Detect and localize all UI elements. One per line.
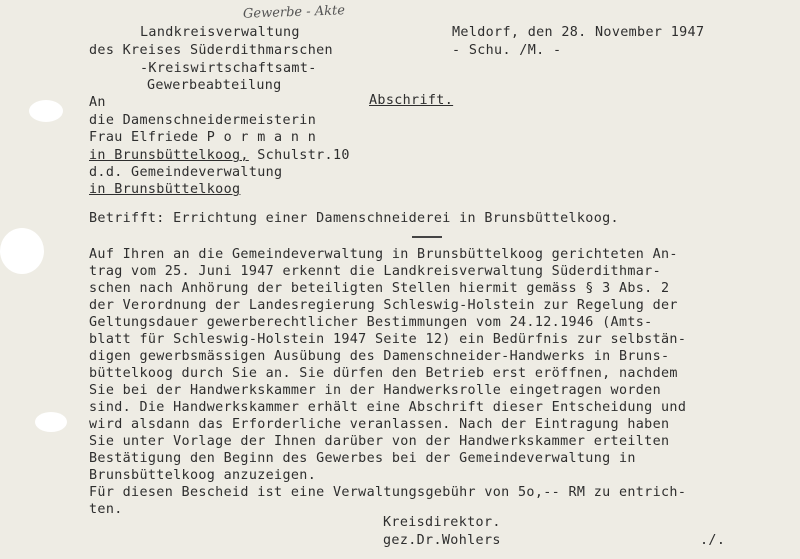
punch-hole-bottom (35, 412, 67, 432)
body-line: Brunsbüttelkoog anzuzeigen. (89, 468, 317, 483)
punch-hole-top (29, 100, 63, 122)
recipient-to: An (89, 95, 106, 110)
sender-line-4: Gewerbeabteilung (147, 78, 282, 93)
separator-dash (412, 236, 442, 238)
recipient-city: in Brunsbüttelkoog, (89, 148, 249, 163)
body-line: blatt für Schleswig-Holstein 1947 Seite 12) ein Bedürfnis zur selbstän- (89, 332, 687, 347)
body-line: trag vom 25. Juni 1947 erkennt die Landkreisverwaltung Süderdithmar- (89, 264, 662, 279)
sender-line-1: Landkreisverwaltung (140, 25, 300, 40)
sender-line-3: -Kreiswirtschaftsamt- (140, 61, 317, 76)
recipient-street: Schulstr.10 (248, 148, 350, 163)
body-line: Geltungsdauer gewerberechtlicher Bestimmungen vom 24.12.1946 (Amts- (89, 315, 653, 330)
body-line: Auf Ihren an die Gemeindeverwaltung in Brunsbüttelkoog gerichteten An- (89, 247, 678, 262)
recipient-line-4: d.d. Gemeindeverwaltung (89, 165, 283, 180)
body-line: büttelkoog durch Sie an. Sie dürfen den Betrieb erst eröffnen, nachdem (89, 366, 678, 381)
recipient-line-3 (89, 147, 350, 164)
handwritten-note: Gewerbe - Akte (242, 3, 346, 22)
recipient-line-1: die Damenschneidermeisterin (89, 113, 317, 128)
recipient-name: Frau Elfriede P o r m a n n (89, 130, 317, 145)
place-date: Meldorf, den 28. November 1947 (452, 25, 705, 40)
recipient-line-5: in Brunsbüttelkoog (89, 182, 241, 197)
punch-hole-middle (0, 228, 44, 274)
body-line: digen gewerbsmässigen Ausübung des Damenschneider-Handwerks in Bruns- (89, 349, 670, 364)
reference: - Schu. /M. - (452, 43, 562, 58)
sender-line-2: des Kreises Süderdithmarschen (89, 43, 333, 58)
signature-mark: ./. (700, 533, 726, 548)
body-line: sind. Die Handwerkskammer erhält eine Abschrift dieser Entscheidung und (89, 400, 687, 415)
body-line: Sie bei der Handwerkskammer in der Handwerksrolle eingetragen worden (89, 383, 662, 398)
body-line: wird alsdann das Erforderliche veranlassen. Nach der Eintragung haben (89, 417, 670, 432)
body-line: Sie unter Vorlage der Ihnen darüber von der Handwerkskammer erteilten (89, 434, 670, 449)
body-line: der Verordnung der Landesregierung Schleswig-Holstein zur Regelung der (89, 298, 678, 313)
body-line: Für diesen Bescheid ist eine Verwaltungsgebühr von 5o,-- RM zu entrich- (89, 485, 687, 500)
copy-label: Abschrift. (369, 93, 454, 108)
signature-title: Kreisdirektor. (383, 515, 501, 530)
signature-name: gez.Dr.Wohlers (383, 533, 501, 548)
subject-line: Betrifft: Errichtung einer Damenschneiderei in Brunsbüttelkoog. (89, 211, 619, 226)
body-line: Bestätigung den Beginn des Gewerbes bei der Gemeindeverwaltung in (89, 451, 636, 466)
body-line: ten. (89, 502, 123, 517)
body-line: schen nach Anhörung der beteiligten Stellen hiermit gemäss § 3 Abs. 2 (89, 281, 670, 296)
